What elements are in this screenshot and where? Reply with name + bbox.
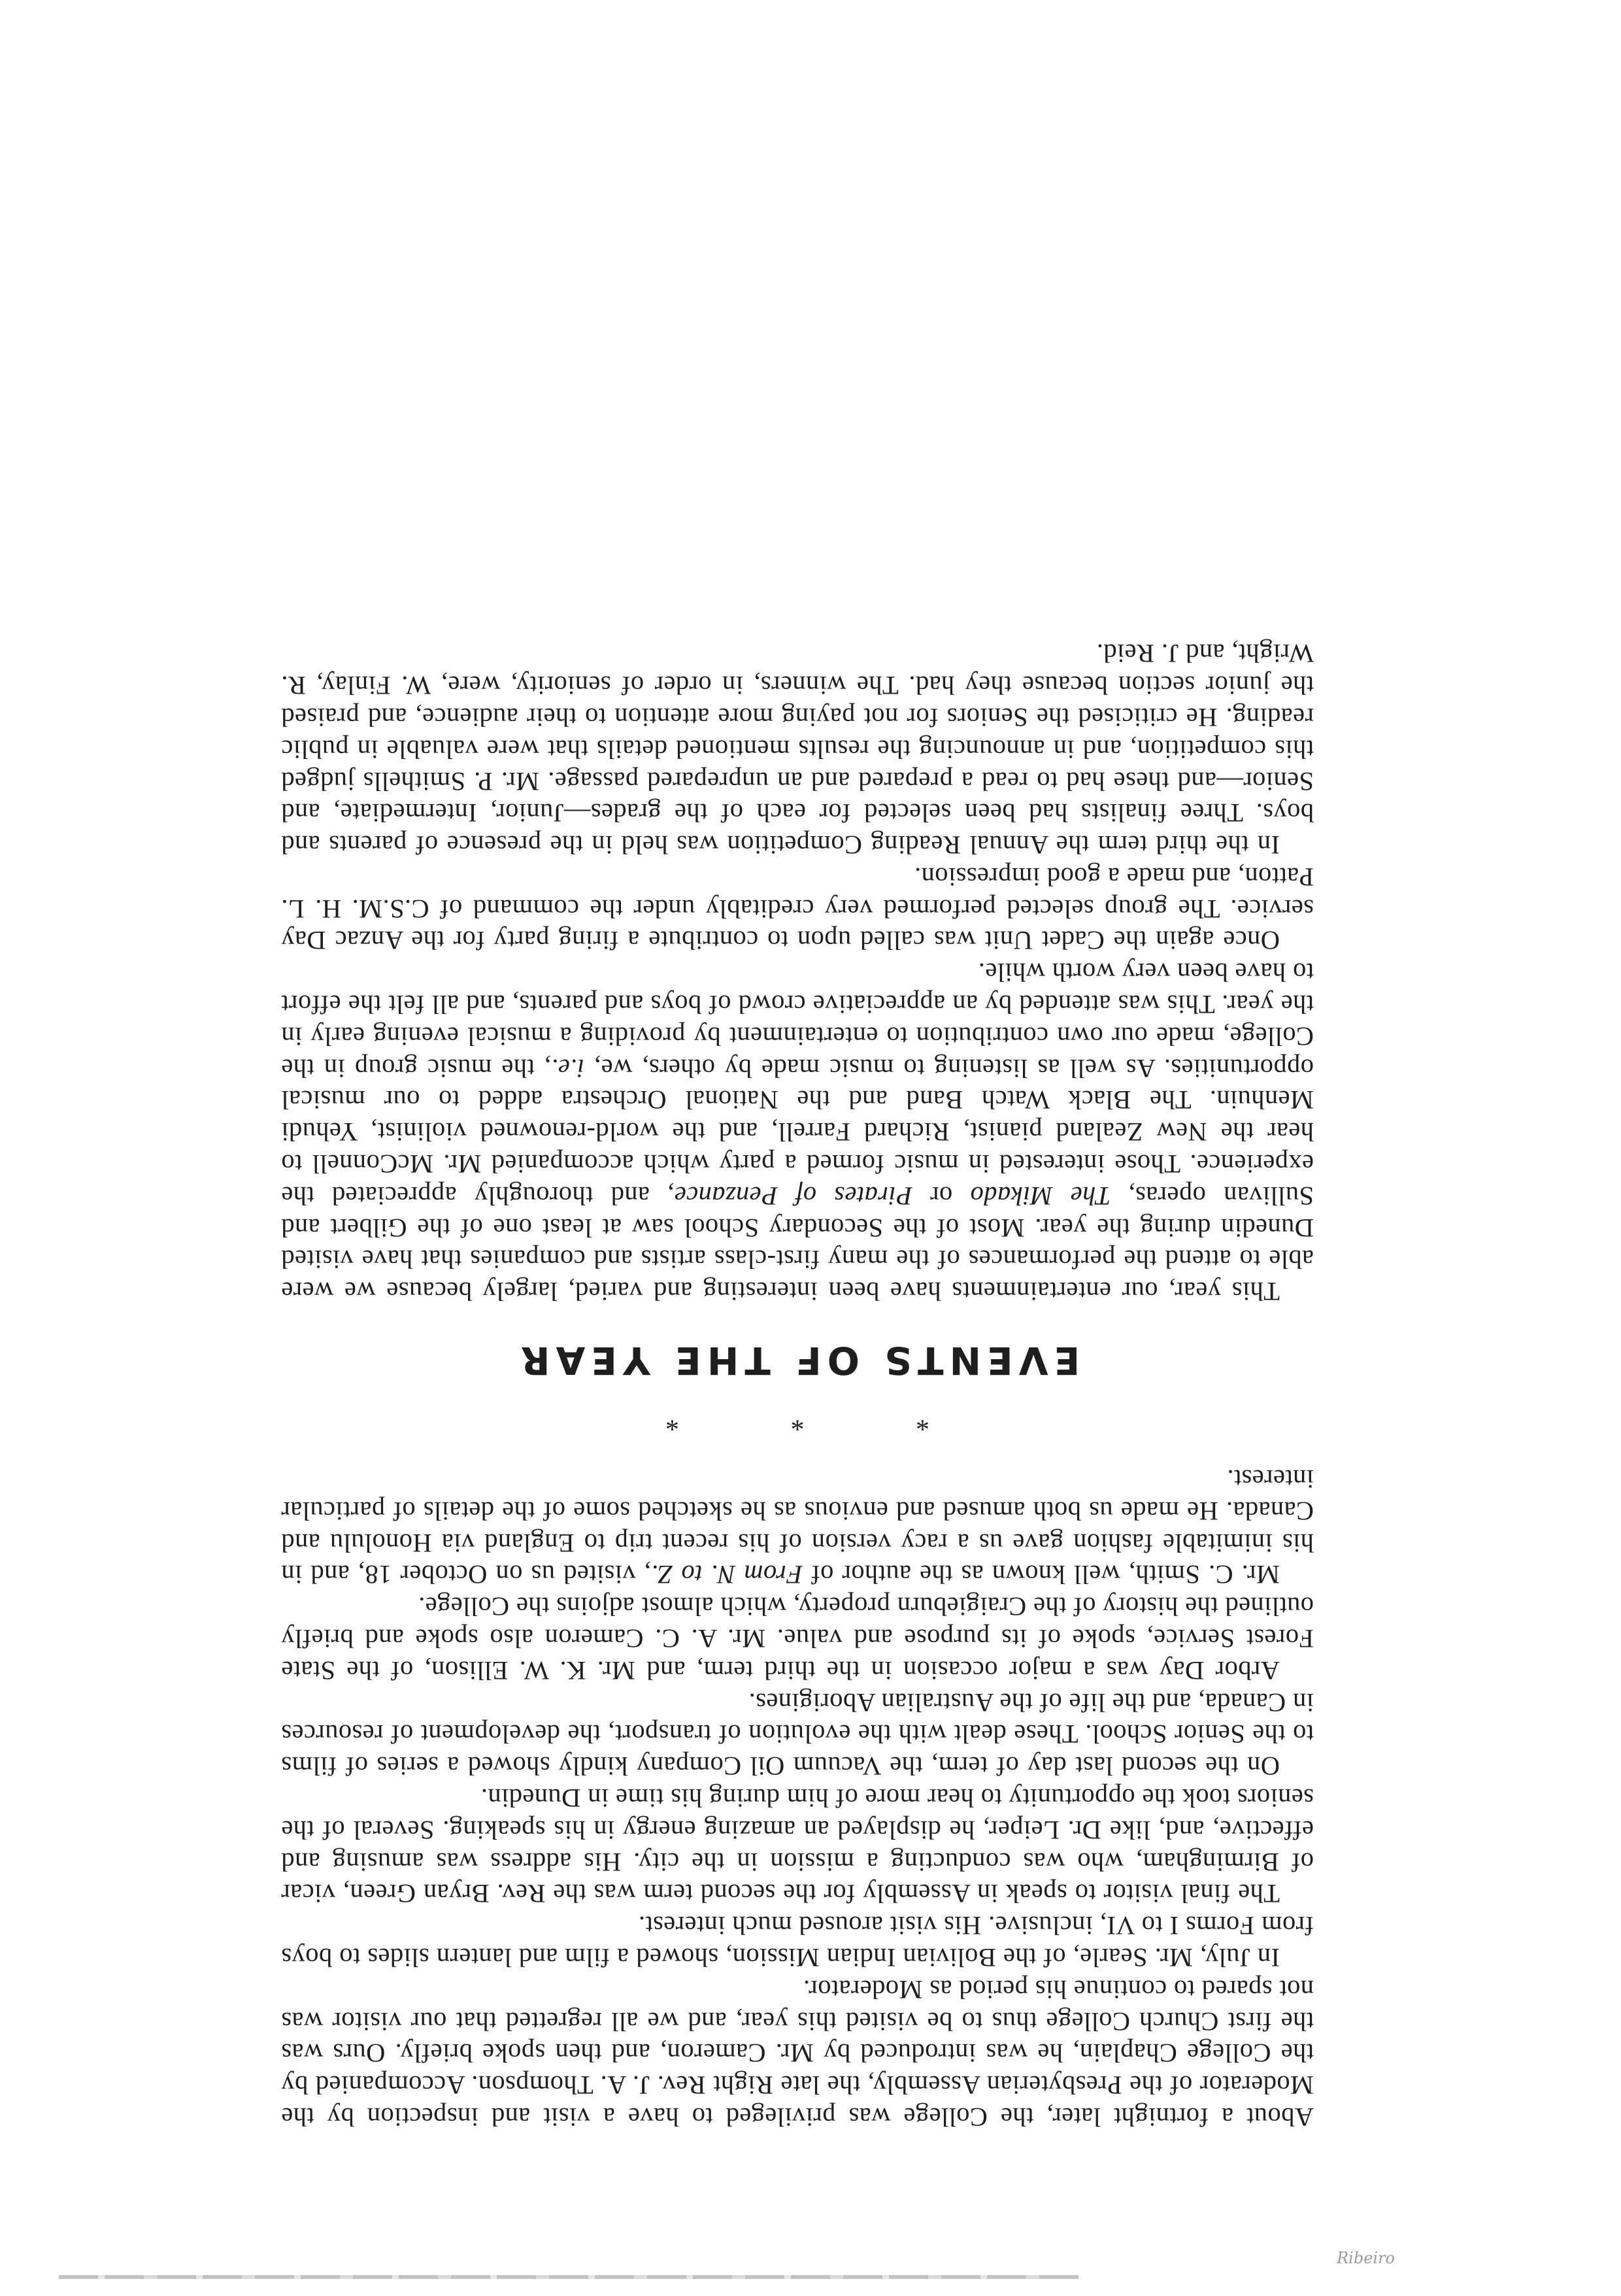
paragraph-bolivian-mission: In July, Mr. Searle, of the Bolivian Indian Mission, showed a film and lantern slides to boys from Forms I to VI, inclusive. His visit aroused much interest. — [281, 1911, 1314, 1973]
section-separator: * * * — [613, 1406, 929, 1436]
paragraph-c-smith: Mr. C. Smith, well known as the author of From N. to Z., visited us on October 18, and in his inimitable fashion gave us a racy version of his recent trip to England via Honolulu and Canada. He made us both amused and envious as he sketched some of the details of particular interest. — [281, 1464, 1314, 1590]
paragraph-moderator-visit: About a fortnight later, the College was privileged to have a visit and inspection by the Moderator of the Presbyterian Assembly, the late Right Rev. J. A. Thompson. Accompanied by the College Chaplain, he was introduced by Mr. Cameron, and then spoke briefly. Ours was the first Church College thus to be visited this year, and we all regretted that our visitor was not spared to continue his period as Moderator. — [281, 1974, 1314, 2132]
paragraph-entertainments: This year, our entertainments have been interesting and varied, largely because we were able to attend the performances of the many first-class artists and companies that have visited Dunedin during the year. Most of the Secondary School saw at least one of the Gilbert and Sullivan operas, The Mikado or Pirates of Penzance, and thoroughly appreciated the experience. Those interested in music formed a party which accompanied Mr. McConnell to hear the New Zealand pianist, Richard Farrell, and the world-renowned violinist, Yehudi Menhuin. The Black Watch Band and the National Orchestra added to our musical opportunities. As well as listening to music made by others, we, i.e., the music group in the College, made our own contribution to entertainment by providing a musical evening early in the year. This was attended by an appreciative crowd of boys and parents, and all felt the effort to have been very worth while. — [281, 958, 1314, 1307]
paragraph-arbor-day: Arbor Day was a major occasion in the third term, and Mr. K. W. Ellison, of the State Forest Service, spoke of its purpose and value. Mr. A. C. Cameron also spoke and briefly outlined the history of the Craigieburn property, which almost adjoins the College. — [281, 1592, 1314, 1685]
paragraph-vacuum-oil-films: On the second last day of term, the Vacuum Oil Company kindly showed a series of films to the Senior School. These dealt with the evolution of transport, the development of resources in Canada, and the life of the Australian Aborigines. — [281, 1687, 1314, 1781]
pencil-annotation: Ribeiro — [1337, 2249, 1395, 2267]
section-heading: EVENTS OF THE YEAR — [514, 1338, 1080, 1383]
italic-title: Pirates of Penzance — [674, 1181, 912, 1211]
italic-title: The Mikado — [970, 1181, 1111, 1211]
text-column — [281, 637, 1314, 2133]
italic-title: From N. to Z. — [650, 1560, 803, 1590]
paragraph-bryan-green: The final visitor to speak in Assembly for the second term was the Rev. Bryan Green, vicar of Birmingham, who was conducting a mission in the city. His address was amusing and effective, and, like Dr. Leiper, he displayed an amazing energy in his speaking. Several of the seniors took the opportunity to hear more of him during his time in Dunedin. — [281, 1783, 1314, 1909]
scanner-edge-line — [59, 2275, 1078, 2279]
paragraph-cadet-unit: Once again the Cadet Unit was called upon to contribute a firing party for the Anzac Day service. The group selected performed very creditably under the command of C.S.M. H. L. Patton, and made a good impression. — [281, 862, 1314, 956]
italic-title: i.e. — [550, 1053, 585, 1083]
paragraph-reading-competition: In the third term the Annual Reading Competition was held in the presence of parents and boys. Three finalists had been selected for each of the grades—Junior, Intermediate, and Senior—and these had to read a prepared and an unprepared passage. Mr. P. Smithells judged this competition, and in announcing the results mentioned details that were valuable in public reading. He criticised the Seniors for not paying more attention to their audience, and praised the junior section because they had. The winners, in order of seniority, were, W. Finlay, R. Wright, and J. Reid. — [281, 639, 1314, 860]
